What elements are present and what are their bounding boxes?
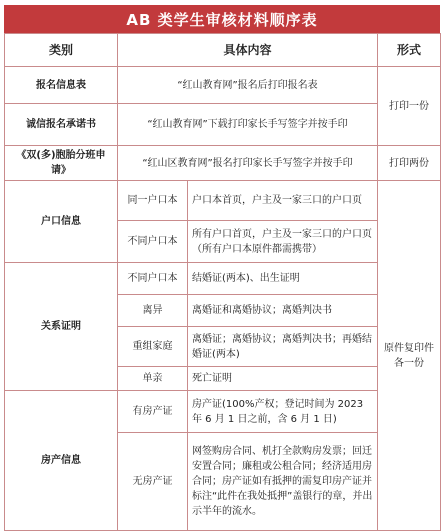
content-relation-blended: 离婚证；离婚协议；离婚判决书；再婚结婚证(两本)	[188, 327, 378, 367]
category-property: 房产信息	[5, 391, 118, 531]
header-row	[5, 34, 441, 67]
header-form: 形式	[378, 34, 441, 67]
category-household: 户口信息	[5, 181, 118, 263]
content-twins-application: “红山区教育网”报名打印家长手写签字并按手印	[118, 146, 378, 181]
row-relation-different-book	[5, 263, 441, 295]
content-property-without-cert: 网签购房合同、机打全款购房发票；回迁安置合同；廉租或公租合同；经济适用房合同；房产证如有抵押的需复印房产证并标注“此件在我处抵押”盖银行的章，并出示半年的流水。	[188, 433, 378, 531]
sub-property-without-cert: 无房产证	[118, 433, 188, 531]
category-registration-form: 报名信息表	[5, 67, 118, 104]
category-relation: 关系证明	[5, 263, 118, 391]
content-property-with-cert: 房产证(100%产权；登记时间为 2023 年 6 月 1 日之前，含 6 月 1 日)	[188, 391, 378, 433]
sheet-title: AB 类学生审核材料顺序表	[4, 5, 440, 33]
sub-household-same: 同一户口本	[118, 181, 188, 221]
form-print-two: 打印两份	[378, 146, 441, 181]
content-relation-divorced: 离婚证和离婚协议；离婚判决书	[188, 295, 378, 327]
sub-relation-single: 单亲	[118, 367, 188, 391]
header-category: 类别	[5, 34, 118, 67]
materials-table	[4, 33, 441, 531]
sub-property-with-cert: 有房产证	[118, 391, 188, 433]
form-print-one: 打印一份	[378, 67, 441, 146]
content-relation-different-book: 结婚证(两本)、出生证明	[188, 263, 378, 295]
form-copy-one: 原件复印件各一份	[378, 181, 441, 531]
content-integrity-pledge: “红山教育网”下载打印家长手写签字并按手印	[118, 104, 378, 146]
row-twins-application	[5, 146, 441, 181]
sub-relation-different-book: 不同户口本	[118, 263, 188, 295]
category-integrity-pledge: 诚信报名承诺书	[5, 104, 118, 146]
content-household-same: 户口本首页，户主及一家三口的户口页	[188, 181, 378, 221]
sub-relation-blended: 重组家庭	[118, 327, 188, 367]
row-integrity-pledge	[5, 104, 441, 146]
sub-relation-divorced: 离异	[118, 295, 188, 327]
sub-household-different: 不同户口本	[118, 221, 188, 263]
category-twins-application: 《双(多)胞胎分班申请》	[5, 146, 118, 181]
header-content: 具体内容	[118, 34, 378, 67]
content-registration-form: “红山教育网”报名后打印报名表	[118, 67, 378, 104]
row-registration-form	[5, 67, 441, 104]
row-household-same	[5, 181, 441, 221]
content-relation-single: 死亡证明	[188, 367, 378, 391]
row-property-with-cert	[5, 391, 441, 433]
content-household-different: 所有户口首页，户主及一家三口的户口页（所有户口本原件都需携带）	[188, 221, 378, 263]
